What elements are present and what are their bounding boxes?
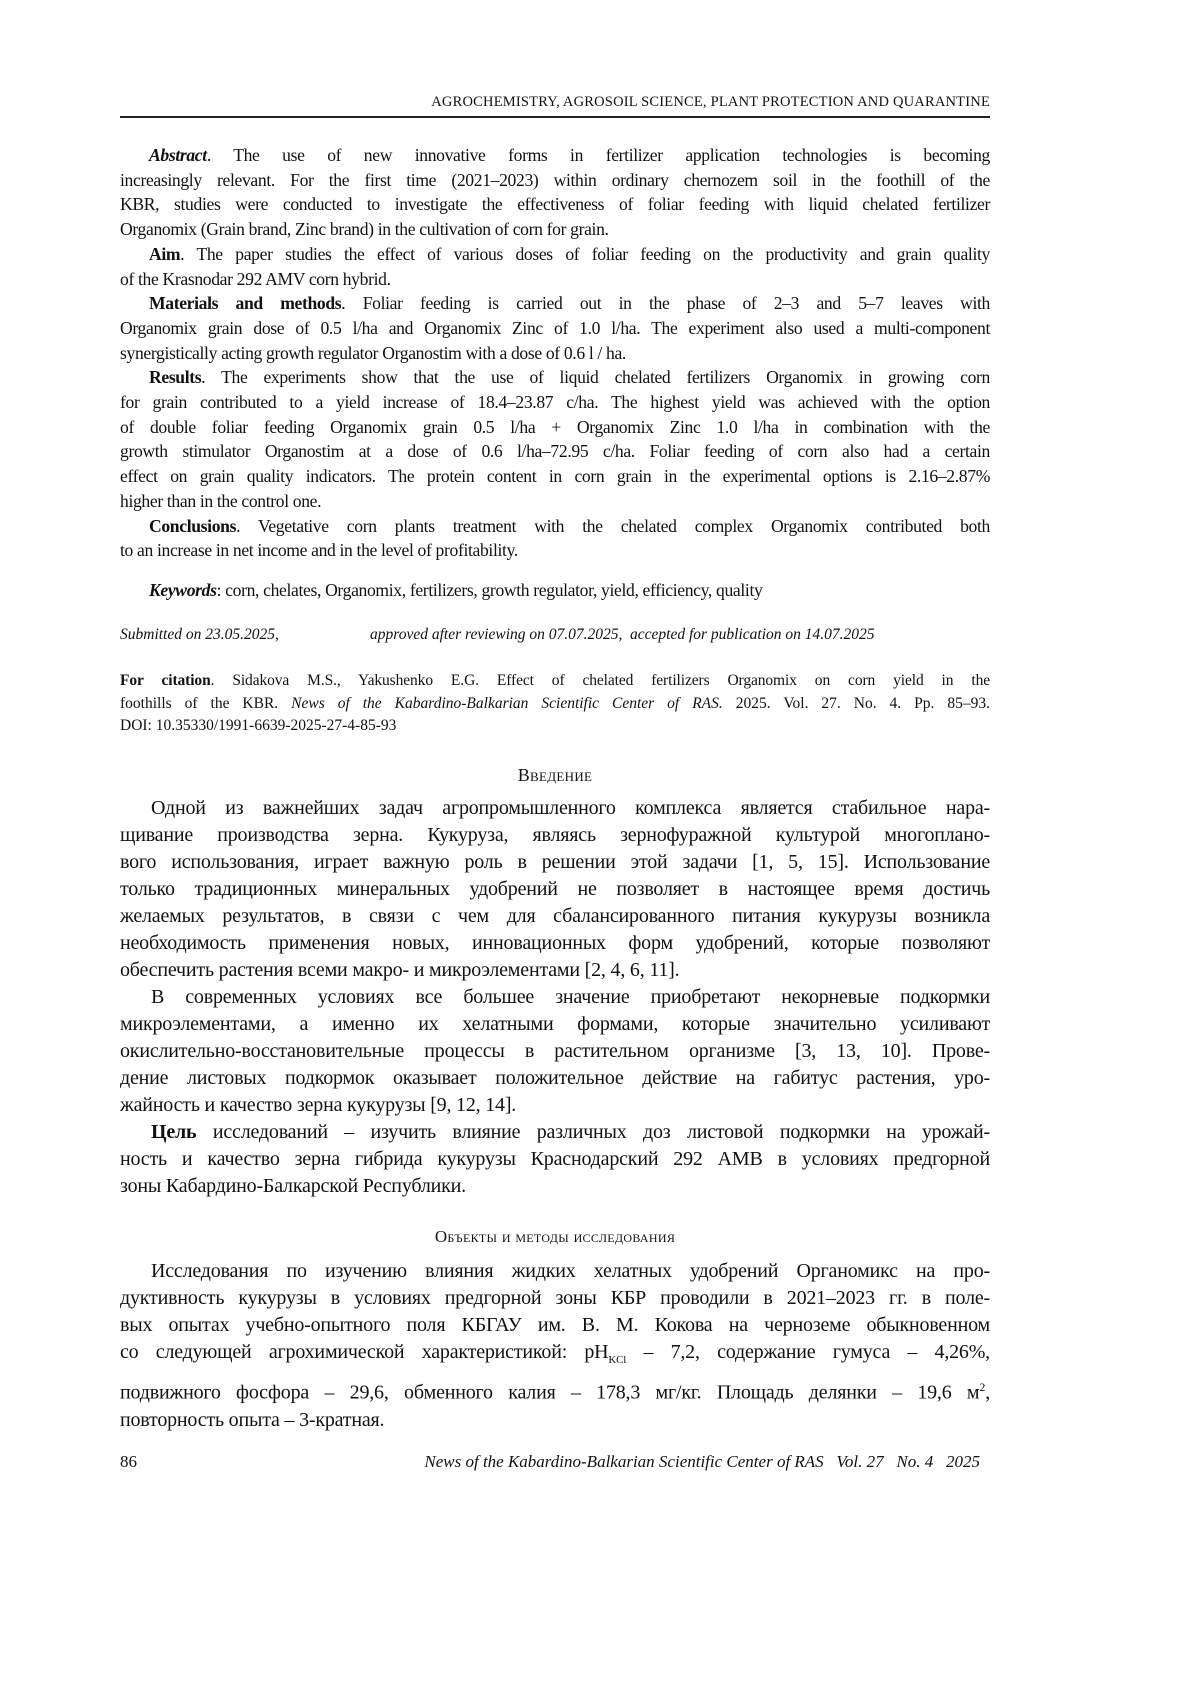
section-heading-methods: Объекты и методы исследования — [434, 1227, 676, 1246]
text: . Vegetative corn plants treatment with the chelated complex Organomix contributed both — [236, 515, 990, 536]
text-line — [120, 822, 990, 849]
paragraph-lead: Aim — [149, 243, 181, 264]
text: . Foliar feeding is carried out in the phase of 2–3 and 5–7 leaves with — [341, 293, 990, 314]
subscript: KCl — [608, 1354, 627, 1366]
text-line — [120, 415, 990, 440]
text: growth stimulator Organostim at a dose of 0.6 l/ha–72.95 c/ha. Foliar feeding of corn also had a certain — [120, 441, 990, 462]
text: ность и качество зерна гибрида кукурузы Краснодарский 292 АМВ в условиях предгорной — [120, 1148, 990, 1170]
text-line — [120, 1092, 990, 1119]
text-line — [120, 168, 990, 193]
citation-journal: News of the Kabardino-Balkarian Scientific Center of RAS. — [291, 694, 723, 712]
paragraph-lead: Materials and methods — [149, 293, 342, 314]
paragraph-lead: Abstract — [149, 145, 207, 165]
text: of the Krasnodar 292 AMV corn hybrid. — [120, 268, 391, 289]
text-line — [120, 1173, 990, 1200]
text-line — [120, 267, 990, 292]
header-rule — [120, 116, 990, 118]
text: со следующей агрохимической характеристикой: pH — [120, 1341, 609, 1363]
section-heading-intro: Введение — [517, 765, 593, 785]
text: of double foliar feeding Organomix grain 0.5 l/ha + Organomix Zinc 1.0 l/ha in combination with the — [120, 416, 990, 437]
page-number: 86 — [120, 1452, 137, 1471]
keywords-label: Keywords — [149, 580, 217, 600]
text-line — [120, 984, 990, 1011]
text-line — [120, 143, 990, 168]
text: необходимость применения новых, инновационных форм удобрений, которые позволяют — [120, 932, 990, 954]
citation-text: 2025. Vol. 27. No. 4. Pp. 85–93. — [722, 694, 990, 712]
text-line — [120, 849, 990, 876]
abstract — [120, 143, 990, 563]
text: . The experiments show that the use of liquid chelated fertilizers Organomix in growing corn — [201, 367, 990, 388]
doi: DOI: 10.35330/1991-6639-2025-27-4-85-93 — [120, 717, 397, 734]
text-line — [120, 1119, 990, 1146]
text: . The use of new innovative forms in fertilizer application technologies is becoming — [206, 145, 990, 165]
approved-date: approved after reviewing on 07.07.2025, — [370, 626, 623, 643]
accepted-date: accepted for publication on 14.07.2025 — [630, 626, 875, 643]
text: желаемых результатов, в связи с чем для сбалансированного питания кукурузы возникла — [120, 905, 990, 927]
text: жайность и качество зерна кукурузы [9, 12, 14]. — [120, 1094, 517, 1116]
text: effect on grain quality indicators. The protein content in corn grain in the experimental options is 2.16–2.87% — [120, 466, 990, 487]
paragraph-lead: Цель — [151, 1121, 197, 1143]
text-line: повторность опыта – 3-кратная. — [120, 1408, 385, 1431]
text: higher than in the control one. — [120, 490, 322, 511]
intro-body — [120, 795, 990, 1200]
text: В современных условиях все большее значение приобретают некорневые подкормки — [151, 986, 990, 1008]
text-line — [120, 390, 990, 415]
text: вого использования, играет важную роль в решении этой задачи [1, 5, 15]. Использование — [120, 851, 990, 873]
text: дение листовых подкормок оказывает положительное действие на габитус растения, уро- — [120, 1067, 990, 1089]
text-line — [120, 291, 990, 316]
submitted-date: Submitted on 23.05.2025, — [120, 626, 279, 643]
text-line — [120, 795, 990, 822]
text: обеспечить растения всеми макро- и микроэлементами [2, 4, 6, 11]. — [120, 959, 680, 981]
text: только традиционных минеральных удобрений не позволяет в настоящее время достичь — [120, 878, 990, 900]
methods-body — [120, 1258, 990, 1434]
citation — [120, 670, 990, 738]
text-line: Исследования по изучению влияния жидких хелатных удобрений Органомикс на про- — [151, 1260, 990, 1282]
text: микроэлементами, а именно их хелатными формами, которые значительно усиливают — [120, 1013, 990, 1035]
text-line — [120, 876, 990, 903]
text-line: дуктивность кукурузы в условиях предгорной зоны КБР проводили в 2021–2023 гг. в поле- — [120, 1287, 990, 1309]
text: for grain contributed to a yield increase of 18.4–23.87 c/ha. The highest yield was achieved with the option — [120, 392, 990, 413]
superscript: 2 — [979, 1380, 986, 1394]
text: подвижного фосфора – 29,6, обменного калия – 178,3 мг/кг. Площадь делянки – 19,6 м — [120, 1381, 980, 1404]
text: зоны Кабардино-Балкарской Республики. — [120, 1175, 466, 1197]
text-line — [120, 1038, 990, 1065]
text-line — [120, 1374, 990, 1407]
text-line — [120, 192, 990, 217]
text: to an increase in net income and in the level of profitability. — [120, 540, 518, 561]
text: KBR, studies were conducted to investigate the effectiveness of foliar feeding with liquid chelated fertilizer — [120, 194, 990, 215]
text-line: вых опытах учебно-опытного поля КБГАУ им. В. М. Кокова на черноземе обыкновенном — [120, 1314, 990, 1336]
text-line — [120, 514, 990, 539]
keywords — [120, 578, 990, 603]
keywords-text: : corn, chelates, Organomix, fertilizers, growth regulator, yield, efficiency, quality — [216, 580, 763, 600]
text: щивание производства зерна. Кукуруза, являясь зернофуражной культурой многопланo- — [120, 824, 990, 846]
text-line — [120, 538, 990, 563]
text: Organomix (Grain brand, Zinc brand) in the cultivation of corn for grain. — [120, 219, 609, 240]
text-line — [120, 903, 990, 930]
citation-text: . Sidakova M.S., Yakushenko E.G. Effect of chelated fertilizers Organomix on corn yield in the — [210, 672, 990, 689]
text: исследований – изучить влияние различных доз листовой подкормки на урожай- — [196, 1121, 990, 1143]
text: , — [985, 1381, 990, 1404]
text-line — [120, 957, 990, 984]
text: increasingly relevant. For the first time (2021–2023) within ordinary chernozem soil in the foothill of the — [120, 169, 990, 190]
text: Одной из важнейших задач агропромышленного комплекса является стабильное нара- — [151, 797, 990, 819]
text-line — [120, 1339, 990, 1374]
text-line — [120, 1146, 990, 1173]
citation-text: foothills of the KBR. — [120, 694, 292, 712]
text-line — [120, 489, 990, 514]
text-line — [120, 217, 990, 242]
text: . The paper studies the effect of various doses of foliar feeding on the productivity and grain quality — [180, 243, 990, 264]
running-header: AGROCHEMISTRY, AGROSOIL SCIENCE, PLANT PROTECTION AND QUARANTINE — [431, 94, 990, 110]
text-line — [120, 242, 990, 267]
footer-journal: News of the Kabardino-Balkarian Scientific Center of RAS Vol. 27 No. 4 2025 — [424, 1452, 980, 1471]
text-line — [120, 439, 990, 464]
text: окислительно-восстановительные процессы в растительном организме [3, 13, 10]. Прове- — [120, 1040, 990, 1062]
text-line — [120, 341, 990, 366]
text: Organomix grain dose of 0.5 l/ha and Organomix Zinc of 1.0 l/ha. The experiment also used a multi-component — [120, 317, 990, 338]
text-line — [120, 930, 990, 957]
paragraph-lead: Results — [149, 367, 202, 388]
text-line — [120, 365, 990, 390]
text-line — [120, 316, 990, 341]
paragraph-lead: Conclusions — [149, 515, 237, 536]
citation-label: For citation — [120, 672, 211, 689]
text: synergistically acting growth regulator Organostim with a dose of 0.6 l / ha. — [120, 342, 626, 363]
text: – 7,2, содержание гумуса – 4,26%, — [626, 1341, 990, 1363]
text-line — [120, 1011, 990, 1038]
text-line — [120, 464, 990, 489]
text-line — [120, 1065, 990, 1092]
